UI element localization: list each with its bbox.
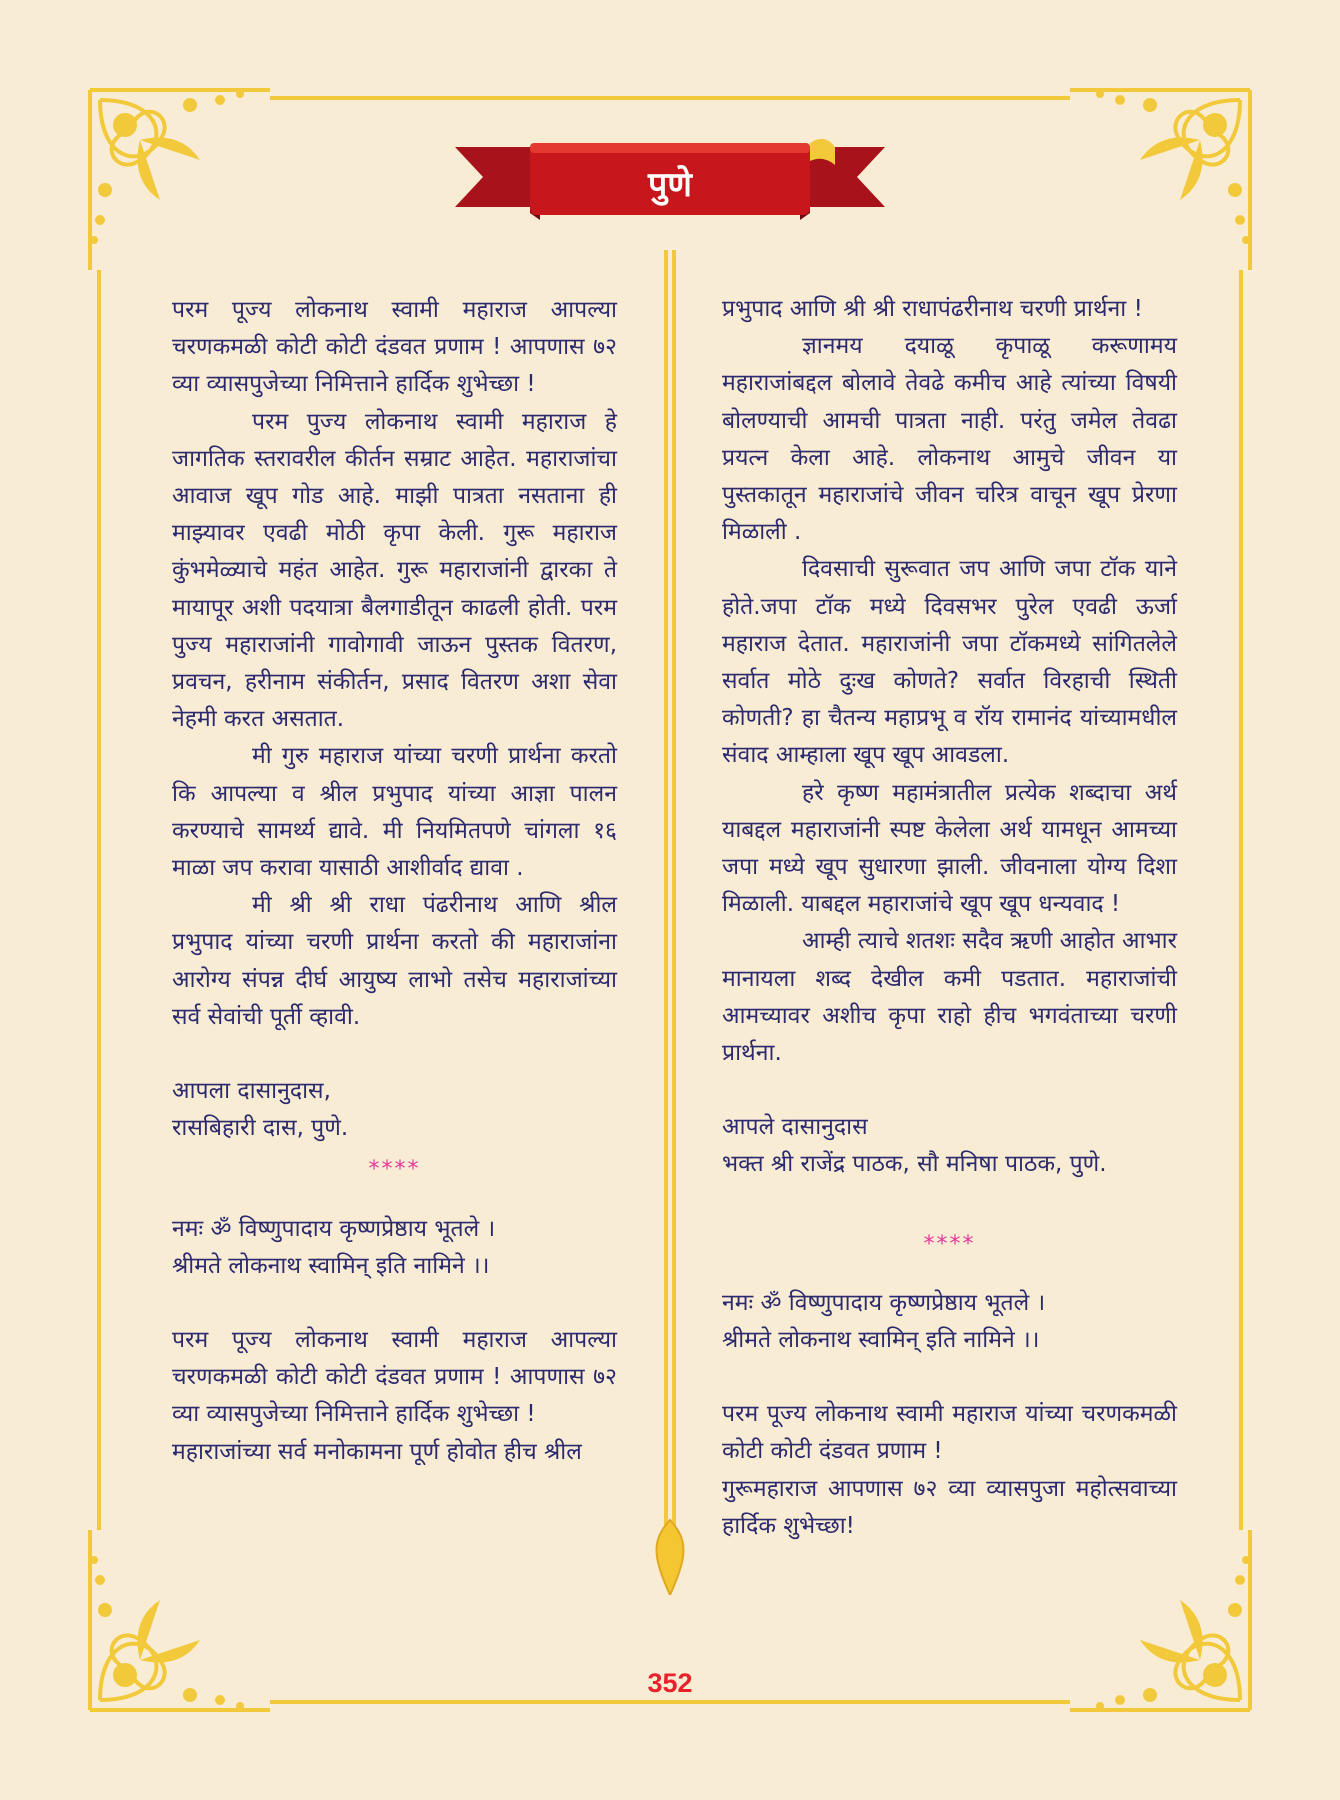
signature: भक्त श्री राजेंद्र पाठक, सौ मनिषा पाठक, पुणे.: [722, 1151, 1107, 1178]
floral-corner-ornament-icon: [80, 80, 280, 280]
section-separator-stars: ****: [368, 1157, 421, 1183]
paragraph: मी गुरु महाराज यांच्या चरणी प्रार्थना करतो कि आपल्या व श्रील प्रभुपाद यांच्या आज्ञा पालन करण्याचे सामर्थ्य द्यावे. मी नियमितपणे चांगला १६ माळा जप करावा यासाठी आशीर्वाद द्यावा .: [172, 743, 617, 882]
mantra-line: नमः ॐ विष्णुपादाय कृष्णप्रेष्ठाय भूतले ।: [172, 1215, 496, 1242]
floral-corner-ornament-icon: [1060, 80, 1260, 280]
paragraph: ज्ञानमय दयाळू कृपाळू करूणामय महाराजांबद्दल बोलावे तेवढे कमीच आहे त्यांच्या विषयी बोलण्याची आमची पात्रता नाही. परंतु जमेल तेवढा प्रयत्न केला आहे. लोकनाथ आमुचे जीवन या पुस्तकातून महाराजांचे जीवन चरित्र वाचून खूप प्रेरणा मिळाली .: [722, 333, 1177, 546]
frame-right-line: [1239, 270, 1243, 1530]
mantra-line: श्रीमते लोकनाथ स्वामिन् इति नामिने ।।: [172, 1252, 490, 1279]
paragraph: महाराजांच्या सर्व मनोकामना पूर्ण होवोत हीच श्रील: [172, 1438, 582, 1465]
section-separator-stars: ****: [923, 1231, 976, 1257]
frame-top-line: [270, 96, 1070, 100]
mantra-line: श्रीमते लोकनाथ स्वामिन् इति नामिने ।।: [722, 1327, 1040, 1354]
paragraph: हरे कृष्ण महामंत्रातील प्रत्येक शब्दाचा अर्थ याबद्दल महाराजांनी स्पष्ट केलेला अर्थ यामधून आमच्या जपा मध्ये खूप सुधारणा झाली. जीवनाला योग्य दिशा मिळाली. याबद्दल महाराजांचे खूप खूप धन्यवाद !: [722, 779, 1177, 918]
paragraph: आम्ही त्याचे शतशः सदैव ऋणी आहोत आभार मानायला शब्द देखील कमी पडतात. महाराजांची आमच्यावर अशीच कृपा राहो हीच भगवंताच्या चरणी प्रार्थना.: [722, 928, 1177, 1067]
right-column: [722, 292, 1177, 1545]
paragraph: परम पूज्य लोकनाथ स्वामी महाराज आपल्या चरणकमळी कोटी कोटी दंडवत प्रणाम ! आपणास ७२ व्या व्यासपुजेच्या निमित्ताने हार्दिक शुभेच्छा !: [172, 1327, 617, 1428]
signature: रासबिहारी दास, पुणे.: [172, 1115, 349, 1142]
paragraph: परम पूज्य लोकनाथ स्वामी महाराज आपल्या चरणकमळी कोटी कोटी दंडवत प्रणाम ! आपणास ७२ व्या व्यासपुजेच्या निमित्ताने हार्दिक शुभेच्छा !: [172, 297, 617, 398]
floral-corner-ornament-icon: [80, 1520, 280, 1720]
floral-corner-ornament-icon: [1060, 1520, 1260, 1720]
paragraph: परम पूज्य लोकनाथ स्वामी महाराज यांच्या चरणकमळी कोटी कोटी दंडवत प्रणाम !: [722, 1401, 1177, 1465]
mantra-line: नमः ॐ विष्णुपादाय कृष्णप्रेष्ठाय भूतले ।: [722, 1289, 1046, 1316]
paragraph: दिवसाची सुरूवात जप आणि जपा टॉक याने होते.जपा टॉक मध्ये दिवसभर पुरेल एवढी ऊर्जा महाराज देतात. महाराजांनी जपा टॉकमध्ये सांगितलेले सर्वात मोठे दुःख कोणते? सर्वात विरहाची स्थिती कोणती? हा चैतन्य महाप्रभू व रॉय रामानंद यांच्यामधील संवाद आम्हाला खूप खूप आवडला.: [722, 556, 1177, 769]
page-number: 352: [647, 1668, 693, 1698]
frame-left-line: [97, 270, 101, 1530]
page-title: पुणे: [648, 165, 692, 205]
gold-column-divider-icon: [648, 250, 692, 1595]
left-column: [172, 292, 617, 1471]
closing-line: आपला दासानुदास,: [172, 1078, 331, 1105]
frame-bottom-line: [270, 1700, 1070, 1704]
paragraph: परम पुज्य लोकनाथ स्वामी महाराज हे जागतिक स्तरावरील कीर्तन सम्राट आहेत. महाराजांचा आवाज खूप गोड आहे. माझी पात्रता नसताना ही माझ्यावर एवढी मोठी कृपा केली. गुरू महाराज कुंभमेळ्याचे महंत आहेत. गुरू महाराजांनी द्वारका ते मायापूर अशी पदयात्रा बैलगाडीतून काढली होती. परम पुज्य महाराजांनी गावोगावी जाऊन पुस्तक वितरण, प्रवचन, हरीनाम संकीर्तन, प्रसाद वितरण अशा सेवा नेहमी करत असतात.: [172, 408, 617, 733]
paragraph: मी श्री श्री राधा पंढरीनाथ आणि श्रील प्रभुपाद यांच्या चरणी प्रार्थना करतो की महाराजांना आरोग्य संपन्न दीर्घ आयुष्य लाभो तसेच महाराजांच्या सर्व सेवांची पूर्ती व्हावी.: [172, 892, 617, 1030]
closing-line: आपले दासानुदास: [722, 1114, 868, 1141]
paragraph: प्रभुपाद आणि श्री श्री राधापंढरीनाथ चरणी प्रार्थना !: [722, 296, 1143, 322]
paragraph: गुरूमहाराज आपणास ७२ व्या व्यासपुजा महोत्सवाच्या हार्दिक शुभेच्छा!: [722, 1475, 1177, 1539]
